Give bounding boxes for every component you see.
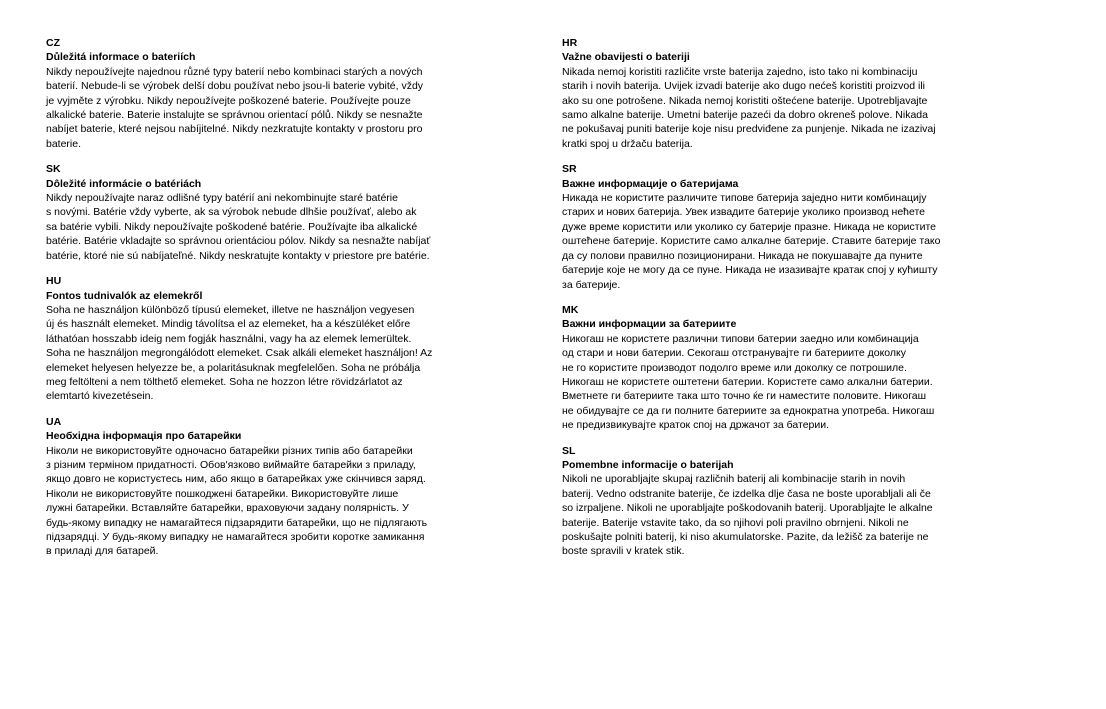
section-mk: [562, 303, 1032, 433]
section-text: Nikdy nepoužívejte najednou různé typy baterií nebo kombinaci starých a nových baterií. Nebude-li se výrobek delší dobu používat nebo jsou-li baterie vybité, vždy je vyjměte z výrobku. Nikdy nepoužívejte poškozené baterie. Používejte pouze alkalické baterie. Baterie instalujte se správnou orientací pólů. Nikdy se nesnažte nabíjet baterie, které nejsou nabíjitelné. Nikdy nezkratujte kontakty v prostoru pro baterie.: [46, 65, 424, 150]
section-ua: [46, 415, 516, 559]
section-text: Soha ne használjon különböző típusú elemeket, illetve ne használjon vegyesen új és használt elemeket. Mindig távolítsa el az elemeket, ha a készüléket előre láthatóan hosszabb ideig nem fogják használni, vagy ha az elemek lemerültek. Soha ne használjon megrongálódott elemeket. Csak alkáli elemeket használjon! Az elemeket helyesen helyezze be, a polaritásuknak megfelelően. Soha ne próbálja meg feltölteni a nem tölthető elemeket. Soha ne hozzon létre rövidzárlatot az elemtartó kivezetésein.: [46, 303, 433, 403]
section-cz: [46, 36, 516, 151]
language-code: MK: [562, 303, 579, 316]
section-sl: [562, 444, 1032, 559]
section-hu: [46, 274, 516, 404]
section-title: Важне информације о батеријама: [562, 177, 739, 190]
language-code: UA: [46, 415, 62, 428]
section-title: Pomembne informacije o baterijah: [562, 458, 734, 471]
language-code: HU: [46, 275, 62, 288]
section-title: Důležitá informace o bateriích: [46, 51, 196, 64]
section-text: Nikoli ne uporabljajte skupaj različnih baterij ali kombinacije starih in novih baterij. Vedno odstranite baterije, če izdelka dlje časa ne boste uporabljali ali če so izrpaljene. Nikoli ne uporabljajte poškodovanih baterij. Uporabljajte le alkalne baterije. Baterije vstavite tako, da so njihovi poli pravilno obrnjeni. Nikoli ne poskušajte polniti baterij, ki niso akumulatorske. Pazite, da ležišč za baterije ne boste spravili v kratek stik.: [562, 473, 933, 558]
left-column: [46, 36, 516, 570]
section-title: Dôležité informácie o batériách: [46, 177, 202, 190]
language-code: HR: [562, 37, 578, 49]
language-code: CZ: [46, 37, 60, 49]
section-text: Никада не користите различите типове батерија заједно нити комбинацију старих и нових батерија. Увек извадите батерије уколико производ нећете дуже време користити или уколико су батерије празне. Никада не користите оштећене батерије. Користите само алкалне батерије. Ставите батерије тако да су полови правилно позиционирани. Никада не покушавајте да пуните батерије које не могу да се пуне. Никада не изазивајте кратак спој у кућишту за батерије.: [562, 192, 941, 291]
section-hr: [562, 36, 1032, 151]
section-sk: [46, 162, 516, 263]
language-code: SR: [562, 163, 577, 176]
language-code: SL: [562, 444, 576, 457]
section-title: Важни информации за батериите: [562, 318, 737, 331]
section-text: Ніколи не використовуйте одночасно батарейки різних типів або батарейки з різним терміном придатності. Обов'язково виймайте батарейки з приладу, якщо довго не користуєтесь ним, або якщо в батарейках уже скінчився заряд. Ніколи не використовуйте пошкоджені батарейки. Використовуйте лише лужні батарейки. Вставляйте батарейки, враховуючи задану полярність. У будь-якому випадку не намагайтеся підзарядити батарейки, що не підлягають підзарядці. У будь-якому випадку не намагайтеся зробити коротке замикання в приладі для батарей.: [46, 444, 428, 558]
section-text: Nikada nemoj koristiti različite vrste baterija zajedno, isto tako ni kombinaciju starih i novih baterija. Uvijek izvadi baterije ako dugo nećeš koristiti proizvod ili ako su one potrošene. Nikada nemoj koristiti oštećene baterije. Upotrebljavajte samo alkalne baterije. Umetni baterije pazeći da dobro okreneš polove. Nikada ne pokušavaj puniti baterije koje nisu predviđene za punjenje. Nikada ne izazivaj kratki spoj u držaču baterija.: [562, 65, 936, 150]
section-title: Необхідна інформація про батарейки: [46, 430, 242, 443]
section-sr: [562, 162, 1032, 292]
section-text: Nikdy nepoužívajte naraz odlišné typy batérií ani nekombinujte staré batérie s novými. Batérie vždy vyberte, ak sa výrobok nebude dlhšie používať, alebo ak sa batérie vybili. Nikdy nepoužívajte poškodené batérie. Používajte iba alkalické batérie. Batérie vkladajte so správnou orientáciou pólov. Nikdy sa nesnažte nabíjať batérie, ktoré nie sú nabíjateľné. Nikdy neskratujte kontakty v priestore pre batérie.: [46, 192, 431, 262]
language-code: SK: [46, 163, 61, 176]
right-column: [562, 36, 1032, 570]
section-title: Važne obavijesti o bateriji: [562, 51, 690, 64]
section-text: Никогаш не користете различни типови батерии заедно или комбинација од стари и нови батерии. Секогаш отстранувајте ги батериите доколку не го користите производот подолго време или доколку се потрошиле. Никогаш не користете оштетени батерии. Користете само алкални батерии. Вметнете ги батериите така што точно ќе ги наместите половите. Никогаш не обидувајте се да ги полните батериите за еднократна употреба. Никогаш не предизвикувајте краток спој на држачот за батерии.: [562, 332, 935, 432]
section-title: Fontos tudnivalók az elemekről: [46, 289, 203, 302]
